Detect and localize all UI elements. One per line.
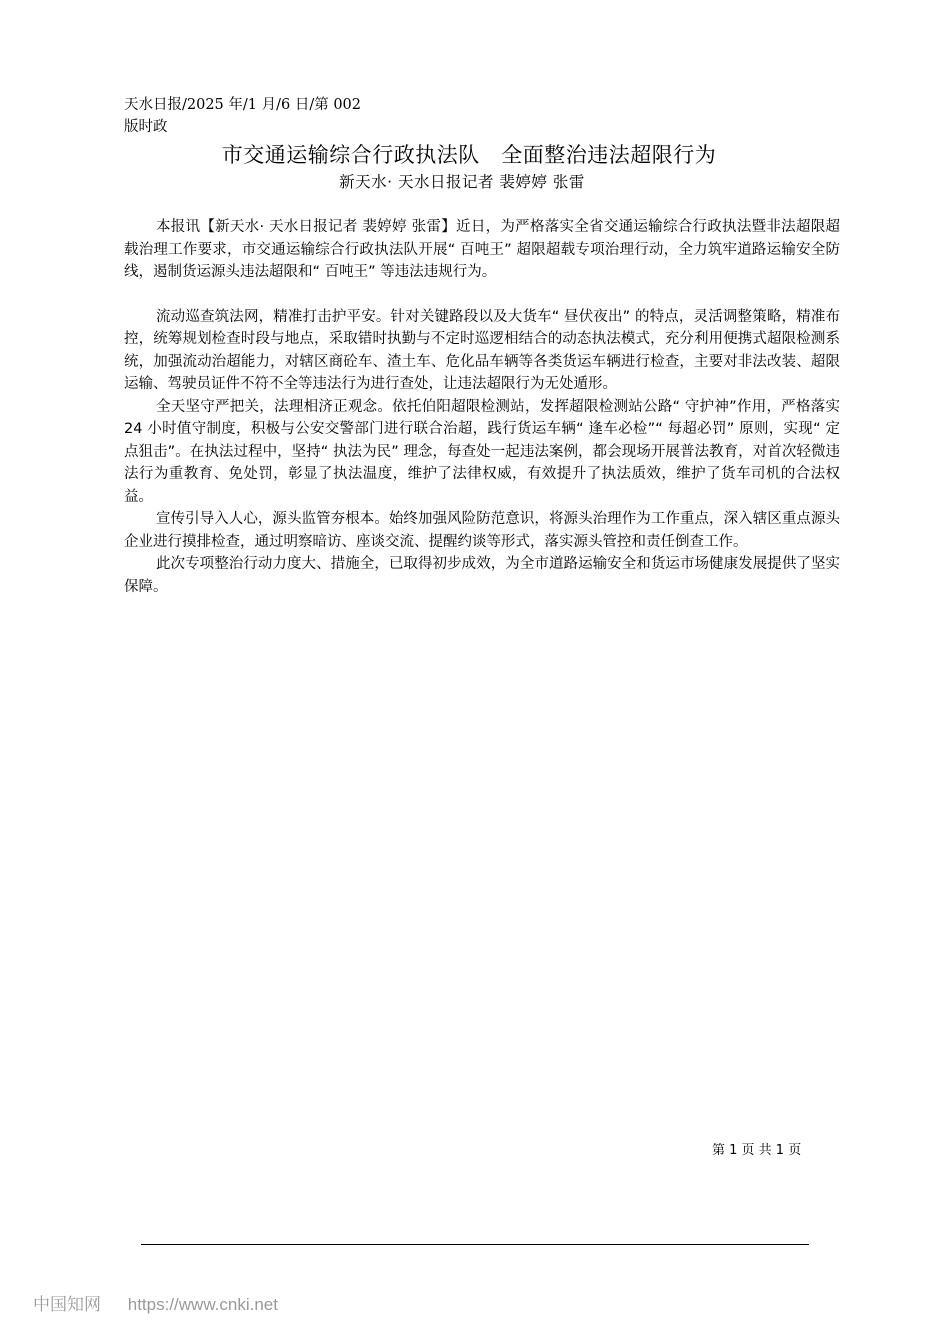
- paragraph: 宣传引导入人心，源头监管夯根本。始终加强风险防范意识，将源头治理作为工作重点，深入辖区重点源头企业进行摸排检查，通过明察暗访、座谈交流、提醒约谈等形式，落实源头管控和责任倒查工作。: [124, 511, 840, 550]
- source-line-2: 版时政: [124, 119, 168, 135]
- article-body: [124, 216, 840, 598]
- article-byline: 新天水· 天水日报记者 裴婷婷 张雷: [339, 173, 585, 191]
- paragraph-lead: 本报讯【新天水· 天水日报记者 裴婷婷 张雷】近日，为严格落实全省交通运输综合行政执法暨非法超限超载治理工作要求，市交通运输综合行政执法队开展“ 百吨王” 超限超载专项治理行动，全力筑牢道路运输安全防线，遏制货运源头违法超限和“ 百吨王” 等违法违规行为。: [124, 219, 840, 280]
- cnki-url[interactable]: https://www.cnki.net: [127, 1295, 278, 1314]
- article-title: 市交通运输综合行政执法队 全面整治违法超限行为: [221, 143, 717, 167]
- cnki-brand: 中国知网: [33, 1295, 101, 1314]
- source-line-1: 天水日报/2025 年/1 月/6 日/第 002: [124, 97, 362, 113]
- footer-divider: [141, 1244, 809, 1245]
- paragraph: 全天坚守严把关，法理相济正观念。依托伯阳超限检测站，发挥超限检测站公路“ 守护神”作用，严格落实 24 小时值守制度，积极与公安交警部门进行联合治超，践行货运车辆“ 逢车必检”“ 每超必罚” 原则，实现“ 定点狙击”。在执法过程中，坚持“ 执法为民” 理念，每查处一起违法案例，都会现场开展普法教育，对首次轻微违法行为重教育、免处罚，彰显了执法温度，维护了法律权威，有效提升了执法质效，维护了货车司机的合法权益。: [124, 398, 840, 505]
- paragraph: 流动巡查筑法网，精准打击护平安。针对关键路段以及大货车“ 昼伏夜出” 的特点，灵活调整策略，精准布控，统筹规划检查时段与地点，采取错时执勤与不定时巡逻相结合的动态执法模式，充分利用便携式超限检测系统，加强流动治超能力，对辖区商砼车、渣土车、危化品车辆等各类货运车辆进行检查，主要对非法改装、超限运输、驾驶员证件不符不全等违法行为进行查处，让违法超限行为无处遁形。: [124, 308, 840, 392]
- page-number: 第 1 页 共 1 页: [712, 1143, 802, 1158]
- paragraph: 此次专项整治行动力度大、措施全，已取得初步成效，为全市道路运输安全和货运市场健康发展提供了坚实保障。: [124, 556, 840, 595]
- footer-watermark: [33, 1294, 278, 1316]
- source-info: [124, 94, 384, 138]
